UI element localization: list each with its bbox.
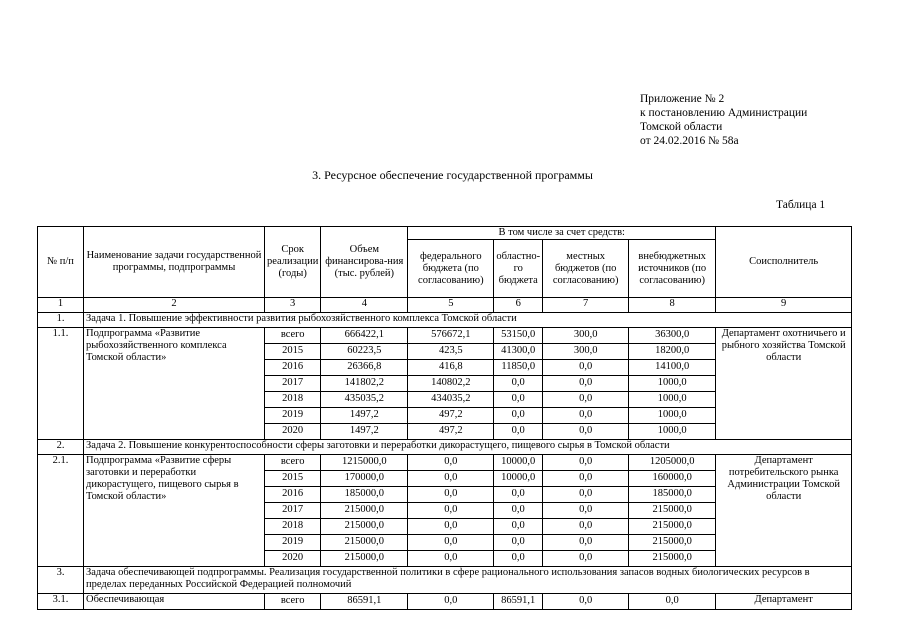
cell-federal: 0,0 [408,455,494,471]
cell-federal: 0,0 [408,535,494,551]
cell-federal: 576672,1 [408,328,494,344]
col-number: 7 [543,298,629,313]
cell-regional: 0,0 [494,503,543,519]
task-1-num: 1. [38,313,84,328]
cell-year: 2016 [265,487,321,503]
cell-regional: 0,0 [494,424,543,440]
header-num: № п/п [38,227,84,298]
cell-offbudget: 185000,0 [629,487,716,503]
subprogram-2-rows [38,455,852,567]
cell-year: 2018 [265,392,321,408]
task-2-title: Задача 2. Повышение конкурентоспособности сферы заготовки и переработки дикорастущего, пищевого сырья в Томской области [84,440,852,455]
cell-local: 0,0 [543,503,629,519]
data-row [38,594,852,610]
header-period: Срок реализации (годы) [265,227,321,298]
cell-year: всего [265,328,321,344]
cell-regional: 0,0 [494,392,543,408]
cell-year: 2016 [265,360,321,376]
subprogram-coexecutor: Департамент потребительского рынка Администрации Томской области [716,455,852,567]
task-2-row [38,440,852,455]
cell-offbudget: 215000,0 [629,519,716,535]
cell-offbudget: 0,0 [629,594,716,610]
cell-year: 2018 [265,519,321,535]
column-numbers-row [38,298,852,313]
cell-federal: 0,0 [408,487,494,503]
cell-federal: 0,0 [408,519,494,535]
cell-local: 0,0 [543,408,629,424]
cell-volume: 215000,0 [321,535,408,551]
cell-offbudget: 1000,0 [629,424,716,440]
subprogram-coexecutor: Департамент [716,594,852,610]
header-volume: Объем финансирова-ния (тыс. рублей) [321,227,408,298]
cell-volume: 1497,2 [321,408,408,424]
subprogram-name: Обеспечивающая [84,594,265,610]
cell-federal: 0,0 [408,551,494,567]
cell-local: 300,0 [543,344,629,360]
cell-year: 2015 [265,344,321,360]
cell-offbudget: 215000,0 [629,551,716,567]
cell-local: 0,0 [543,360,629,376]
cell-regional: 10000,0 [494,455,543,471]
cell-offbudget: 1205000,0 [629,455,716,471]
cell-local: 0,0 [543,519,629,535]
cell-federal: 0,0 [408,594,494,610]
cell-year: всего [265,455,321,471]
cell-federal: 497,2 [408,408,494,424]
cell-volume: 185000,0 [321,487,408,503]
cell-regional: 53150,0 [494,328,543,344]
header-federal: федерального бюджета (по согласованию) [408,240,494,298]
subprogram-num: 1.1. [38,328,84,440]
cell-regional: 41300,0 [494,344,543,360]
cell-local: 0,0 [543,594,629,610]
col-number: 6 [494,298,543,313]
col-number: 2 [84,298,265,313]
cell-local: 0,0 [543,471,629,487]
task-1-row [38,313,852,328]
cell-volume: 86591,1 [321,594,408,610]
cell-federal: 423,5 [408,344,494,360]
cell-local: 0,0 [543,392,629,408]
resource-table [37,226,852,610]
appendix-line-2: к постановлению Администрации [640,107,808,119]
cell-federal: 0,0 [408,503,494,519]
col-number: 8 [629,298,716,313]
cell-local: 0,0 [543,455,629,471]
subprogram-num: 2.1. [38,455,84,567]
cell-regional: 10000,0 [494,471,543,487]
col-number: 5 [408,298,494,313]
subprogram-3-rows [38,594,852,610]
cell-regional: 0,0 [494,408,543,424]
cell-federal: 0,0 [408,471,494,487]
cell-local: 0,0 [543,376,629,392]
cell-volume: 141802,2 [321,376,408,392]
cell-local: 0,0 [543,535,629,551]
header-coexec: Соисполнитель [716,227,852,298]
cell-regional: 11850,0 [494,360,543,376]
cell-year: 2017 [265,503,321,519]
subprogram-name: Подпрограмма «Развитие рыбохозяйственного комплекса Томской области» [84,328,265,440]
cell-local: 0,0 [543,551,629,567]
cell-year: всего [265,594,321,610]
cell-federal: 140802,2 [408,376,494,392]
data-row [38,455,852,471]
subprogram-num: 3.1. [38,594,84,610]
cell-offbudget: 36300,0 [629,328,716,344]
cell-volume: 60223,5 [321,344,408,360]
task-3-row [38,567,852,594]
cell-regional: 0,0 [494,519,543,535]
cell-regional: 0,0 [494,487,543,503]
col-number: 9 [716,298,852,313]
cell-volume: 215000,0 [321,503,408,519]
cell-federal: 416,8 [408,360,494,376]
cell-volume: 215000,0 [321,519,408,535]
cell-local: 0,0 [543,424,629,440]
cell-volume: 170000,0 [321,471,408,487]
header-offbudget: внебюджетных источников (по согласованию) [629,240,716,298]
appendix-block [640,92,807,148]
header-group: В том числе за счет средств: [408,227,716,240]
section-title: 3. Ресурсное обеспечение государственной программы [312,168,593,182]
cell-offbudget: 1000,0 [629,408,716,424]
table-label: Таблица 1 [776,199,826,211]
cell-year: 2019 [265,535,321,551]
cell-local: 300,0 [543,328,629,344]
appendix-line-1: Приложение № 2 [640,93,725,105]
cell-offbudget: 14100,0 [629,360,716,376]
cell-regional: 0,0 [494,535,543,551]
cell-offbudget: 215000,0 [629,535,716,551]
cell-volume: 26366,8 [321,360,408,376]
cell-offbudget: 1000,0 [629,376,716,392]
cell-volume: 666422,1 [321,328,408,344]
cell-federal: 434035,2 [408,392,494,408]
cell-offbudget: 160000,0 [629,471,716,487]
header-name: Наименование задачи государственной программы, подпрограммы [84,227,265,298]
col-number: 1 [38,298,84,313]
cell-volume: 215000,0 [321,551,408,567]
col-number: 4 [321,298,408,313]
cell-year: 2020 [265,424,321,440]
subprogram-1-rows [38,328,852,440]
task-1-title: Задача 1. Повышение эффективности развития рыбохозяйственного комплекса Томской области [84,313,852,328]
header-regional: областно-го бюджета [494,240,543,298]
header-row-1 [38,227,852,240]
subprogram-coexecutor: Департамент охотничьего и рыбного хозяйства Томской области [716,328,852,440]
data-row [38,328,852,344]
cell-year: 2019 [265,408,321,424]
cell-volume: 1497,2 [321,424,408,440]
task-3-title: Задача обеспечивающей подпрограммы. Реализация государственной политики в сфере рационального использования запасов водных биологических ресурсов в пределах переданных Российской Федерацией полномочий [84,567,852,594]
cell-regional: 0,0 [494,376,543,392]
cell-federal: 497,2 [408,424,494,440]
subprogram-name: Подпрограмма «Развитие сферы заготовки и переработки дикорастущего, пищевого сырья в Томской области» [84,455,265,567]
cell-year: 2017 [265,376,321,392]
cell-regional: 0,0 [494,551,543,567]
task-2-num: 2. [38,440,84,455]
cell-local: 0,0 [543,487,629,503]
header-local: местных бюджетов (по согласованию) [543,240,629,298]
cell-regional: 86591,1 [494,594,543,610]
cell-volume: 1215000,0 [321,455,408,471]
cell-offbudget: 18200,0 [629,344,716,360]
col-number: 3 [265,298,321,313]
cell-offbudget: 1000,0 [629,392,716,408]
task-3-num: 3. [38,567,84,594]
cell-year: 2020 [265,551,321,567]
appendix-line-4: от 24.02.2016 № 58а [640,135,739,147]
cell-year: 2015 [265,471,321,487]
appendix-line-3: Томской области [640,121,723,133]
cell-volume: 435035,2 [321,392,408,408]
cell-offbudget: 215000,0 [629,503,716,519]
